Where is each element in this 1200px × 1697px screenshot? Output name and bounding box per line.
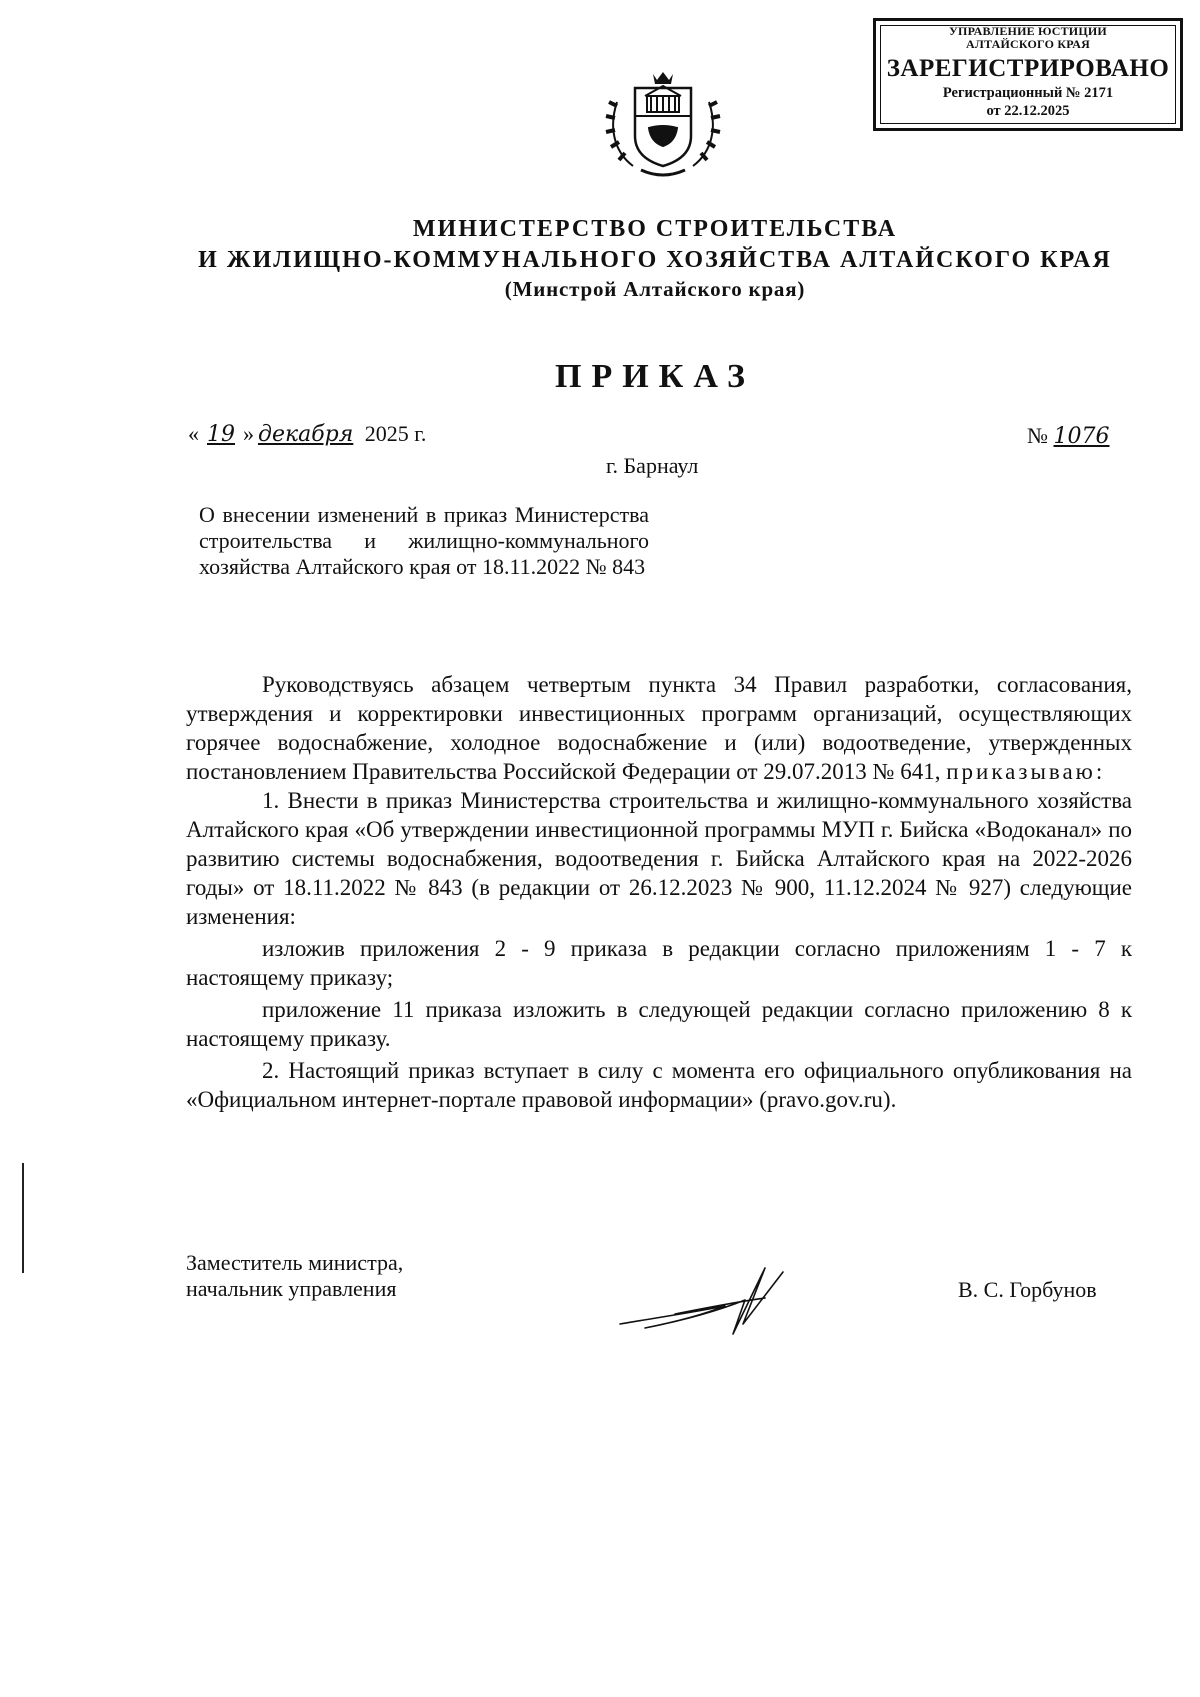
margin-scan-mark bbox=[22, 1163, 24, 1273]
order-city: г. Барнаул bbox=[606, 453, 699, 478]
date-day: 19 bbox=[207, 422, 235, 447]
stamp-reg-date: от 22.12.2025 bbox=[986, 103, 1070, 119]
signatory-position bbox=[186, 1250, 403, 1302]
date-month: декабря bbox=[258, 422, 354, 447]
signatory-position-line2: начальник управления bbox=[186, 1276, 397, 1301]
order-number-value: 1076 bbox=[1053, 424, 1110, 449]
order-number bbox=[1027, 423, 1110, 449]
preamble-text: Руководствуясь абзацем четвертым пункта 34 Правил разработки, согласования, утверждения и корректировки инвестиционных программ организаций, осуществляющих горячее водоснабжение, холодное водоснабжение и (или) водоотведение, утвержденных постановлением Правительства Российской Федерации от 29.07.2013 № 641, bbox=[186, 672, 1132, 784]
preamble-paragraph bbox=[186, 670, 1132, 786]
date-year: 2025 г. bbox=[364, 421, 427, 446]
ministry-name-line2: И ЖИЛИЩНО-КОММУНАЛЬНОГО ХОЗЯЙСТВА АЛТАЙСКОГО КРАЯ bbox=[198, 247, 1112, 273]
order-body bbox=[186, 670, 1132, 1114]
order-word: приказываю: bbox=[946, 759, 1106, 784]
signatory-position-line1: Заместитель министра, bbox=[186, 1250, 404, 1275]
date-open-quote: « bbox=[188, 421, 199, 446]
order-number-prefix: № bbox=[1027, 423, 1048, 448]
stamp-inner-frame bbox=[880, 25, 1176, 124]
document-type-title: ПРИКАЗ bbox=[555, 358, 755, 395]
stamp-status: ЗАРЕГИСТРИРОВАНО bbox=[886, 55, 1170, 82]
order-date bbox=[188, 421, 426, 447]
date-close-quote: » bbox=[243, 421, 254, 446]
stamp-reg-number: Регистрационный № 2171 bbox=[942, 85, 1114, 101]
item-1-paragraph: 1. Внести в приказ Министерства строительства и жилищно-коммунального хозяйства Алтайского края «Об утверждении инвестиционной программы МУП г. Бийска «Водоканал» по развитию системы водоснабжения, водоотведения г. Бийска Алтайского края на 2022-2026 годы» от 18.11.2022 № 843 (в редакции от 26.12.2023 № 900, 11.12.2024 № 927) следующие изменения: bbox=[186, 788, 1132, 929]
order-subject: О внесении изменений в приказ Министерства строительства и жилищно-коммунального хозяйства Алтайского края от 18.11.2022 № 843 bbox=[199, 502, 649, 579]
stamp-department: УПРАВЛЕНИЕ ЮСТИЦИИ АЛТАЙСКОГО КРАЯ bbox=[949, 24, 1107, 51]
ministry-short-name: (Минстрой Алтайского края) bbox=[504, 277, 806, 301]
coat-of-arms-icon bbox=[603, 66, 723, 182]
registration-stamp bbox=[873, 18, 1183, 131]
handwritten-signature bbox=[615, 1262, 790, 1337]
signatory-name: В. С. Горбунов bbox=[958, 1277, 1097, 1302]
item-1a-paragraph: изложив приложения 2 - 9 приказа в редакции согласно приложениям 1 - 7 к настоящему приказу; bbox=[186, 936, 1132, 990]
item-2-paragraph: 2. Настоящий приказ вступает в силу с момента его официального опубликования на «Официальном интернет-портале правовой информации» (pravo.gov.ru). bbox=[186, 1058, 1132, 1112]
item-1b-paragraph: приложение 11 приказа изложить в следующей редакции согласно приложению 8 к настоящему приказу. bbox=[186, 997, 1132, 1051]
ministry-name-line1: МИНИСТЕРСТВО СТРОИТЕЛЬСТВА bbox=[412, 216, 898, 242]
ministry-name bbox=[150, 214, 1160, 276]
